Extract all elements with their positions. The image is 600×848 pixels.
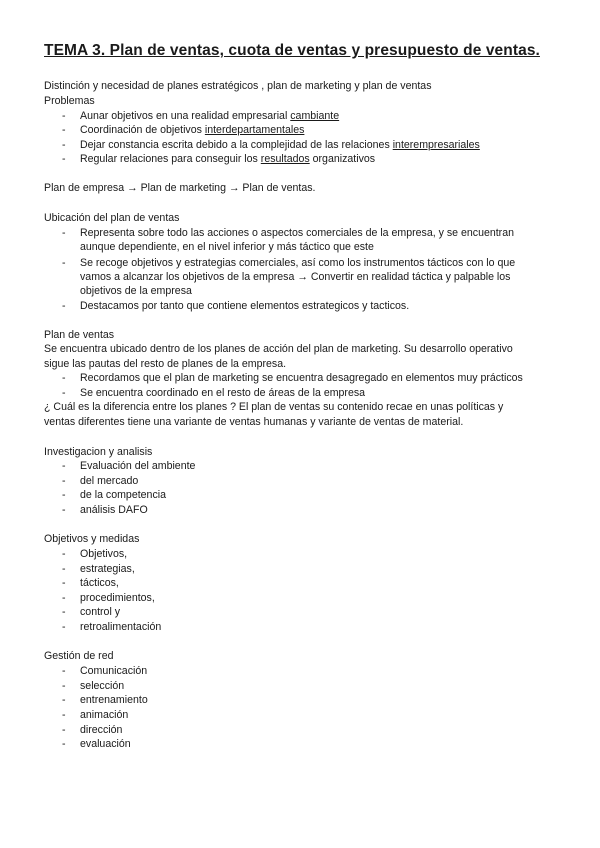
objetivos-heading: Objetivos y medidas (44, 533, 140, 545)
bullet-dash: - (62, 592, 66, 604)
list-item: selección (80, 680, 125, 692)
list-item-continuation: aunque dependiente, en el nivel inferior y más táctico que este (80, 241, 374, 253)
problems-heading: Problemas (44, 95, 95, 107)
bullet-dash: - (62, 227, 66, 239)
bullet-dash: - (62, 680, 66, 692)
bullet-dash: - (62, 606, 66, 618)
list-item: Se encuentra coordinado en el resto de áreas de la empresa (80, 387, 366, 399)
list-item: Dejar constancia escrita debido a la complejidad de las relaciones interempresariales (80, 139, 480, 151)
list-item: de la competencia (80, 489, 166, 501)
bullet-dash: - (62, 460, 66, 472)
bullet-dash: - (62, 257, 66, 269)
list-item: procedimientos, (80, 592, 155, 604)
list-item: Destacamos por tanto que contiene elementos estrategicos y tacticos. (80, 300, 410, 312)
gestion-heading: Gestión de red (44, 650, 114, 662)
list-item: entrenamiento (80, 694, 148, 706)
bullet-dash: - (62, 709, 66, 721)
bullet-dash: - (62, 563, 66, 575)
bullet-dash: - (62, 621, 66, 633)
bullet-dash: - (62, 548, 66, 560)
bullet-dash: - (62, 724, 66, 736)
list-item: control y (80, 606, 121, 618)
bullet-dash: - (62, 124, 66, 136)
paragraph-line: sigue las pautas del resto de planes de la empresa. (44, 358, 287, 370)
bullet-dash: - (62, 665, 66, 677)
list-item-continuation: objetivos de la empresa (80, 285, 192, 297)
bullet-dash: - (62, 139, 66, 151)
list-item-continuation: vamos a alcanzar los objetivos de la empresa → Convertir en realidad táctica y palpable los (80, 271, 511, 283)
list-item: Coordinación de objetivos interdepartamentales (80, 124, 305, 136)
bullet-dash: - (62, 489, 66, 501)
list-item: Aunar objetivos en una realidad empresarial cambiante (80, 110, 340, 122)
list-item: estrategias, (80, 563, 135, 575)
paragraph-line: ¿ Cuál es la diferencia entre los planes ? El plan de ventas su contenido recae en unas políticas y (44, 401, 504, 413)
list-item: Objetivos, (80, 548, 128, 560)
list-item: análisis DAFO (80, 504, 148, 516)
intro-line: Distinción y necesidad de planes estratégicos , plan de marketing y plan de ventas (44, 80, 432, 92)
plan-heading: Plan de ventas (44, 329, 115, 341)
list-item: tácticos, (80, 577, 119, 589)
plan-chain: Plan de empresa → Plan de marketing → Plan de ventas. (44, 182, 316, 194)
list-item: evaluación (80, 738, 131, 750)
list-item: Recordamos que el plan de marketing se encuentra desagregado en elementos muy prácticos (80, 372, 523, 384)
list-item: Evaluación del ambiente (80, 460, 196, 472)
ubicacion-heading: Ubicación del plan de ventas (44, 212, 180, 224)
bullet-dash: - (62, 387, 66, 399)
paragraph-line: ventas diferentes tiene una variante de ventas humanas y variante de ventas de material. (44, 416, 464, 428)
bullet-dash: - (62, 300, 66, 312)
paragraph-line: Se encuentra ubicado dentro de los planes de acción del plan de marketing. Su desarrollo operativo (44, 343, 513, 355)
bullet-dash: - (62, 694, 66, 706)
bullet-dash: - (62, 504, 66, 516)
list-item: Comunicación (80, 665, 148, 677)
page-title: TEMA 3. Plan de ventas, cuota de ventas y presupuesto de ventas. (44, 42, 540, 59)
bullet-dash: - (62, 153, 66, 165)
list-item: animación (80, 709, 129, 721)
list-item: dirección (80, 724, 123, 736)
bullet-dash: - (62, 372, 66, 384)
list-item: del mercado (80, 475, 139, 487)
investigacion-heading: Investigacion y analisis (44, 446, 153, 458)
list-item: Se recoge objetivos y estrategias comerciales, así como los instrumentos tácticos con lo que (80, 257, 516, 269)
bullet-dash: - (62, 738, 66, 750)
list-item: retroalimentación (80, 621, 162, 633)
list-item: Regular relaciones para conseguir los resultados organizativos (80, 153, 376, 165)
bullet-dash: - (62, 475, 66, 487)
bullet-dash: - (62, 110, 66, 122)
list-item: Representa sobre todo las acciones o aspectos comerciales de la empresa, y se encuentran (80, 227, 514, 239)
bullet-dash: - (62, 577, 66, 589)
